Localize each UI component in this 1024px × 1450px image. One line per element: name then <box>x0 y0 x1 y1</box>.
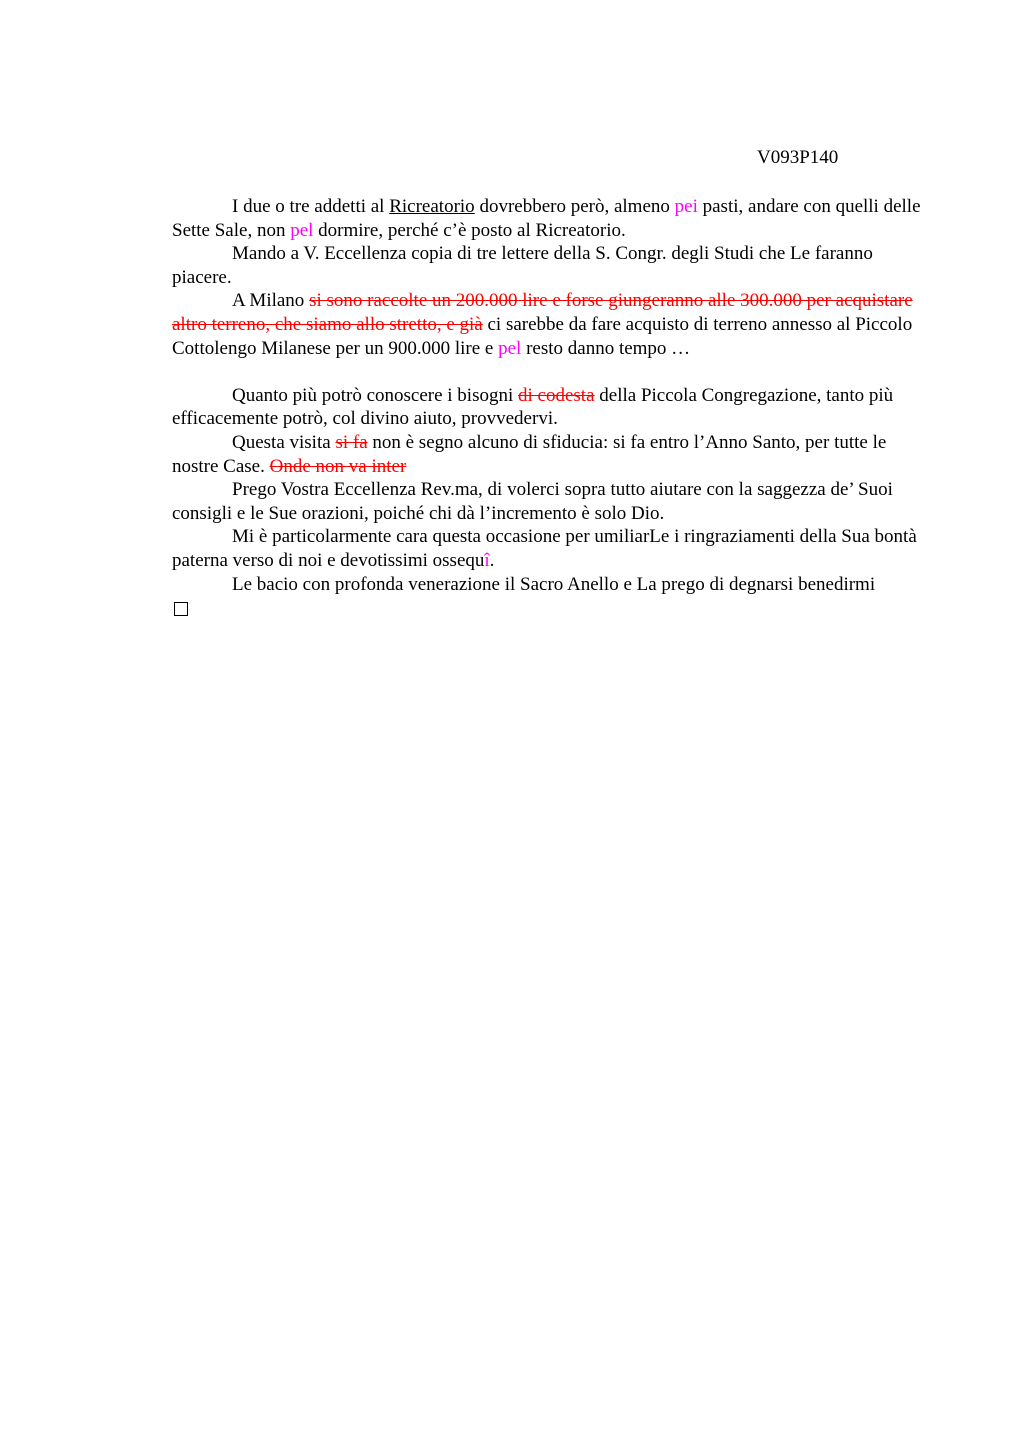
paragraph-4 <box>172 384 932 431</box>
text-run: A Milano <box>232 290 310 312</box>
underlined-word: Ricreatorio <box>389 196 475 217</box>
text-run: dormire, perché c’è posto al Ricreatorio. <box>313 219 626 241</box>
page-id: V093P140 <box>757 147 839 168</box>
text-run: . <box>489 549 495 571</box>
text-run: non è segno alcuno di sfiducia: si fa entro l’Anno Santo, per tutte le nostre Case. <box>172 431 887 477</box>
variant-letter: î <box>484 549 490 571</box>
text-run: Quanto più potrò conoscere i bisogni <box>232 384 519 406</box>
text-run: Questa visita <box>232 431 336 453</box>
deleted-text: si sono raccolte un 200.000 lire e forse giungeranno alle 300.000 per acquistare altro terreno, che siamo allo stretto, e già <box>172 290 913 335</box>
paragraph-6: Prego Vostra Eccellenza Rev.ma, di volerci sopra tutto aiutare con la saggezza de’ Suoi consigli e le Sue orazioni, poiché chi dà l’incremento è solo Dio. <box>172 479 893 524</box>
text-run: resto danno tempo … <box>521 337 691 359</box>
text-run: pasti, andare con quelli delle Sette Sale, non <box>172 196 921 241</box>
paragraph-2: Mando a V. Eccellenza copia di tre lettere della S. Congr. degli Studi che Le faranno piacere. <box>172 243 873 288</box>
text-run: Mi è particolarmente cara questa occasione per umiliarLe i ringraziamenti della Sua bontà paterna verso di noi e devotissimi ossequ <box>172 526 917 571</box>
variant-word: pei <box>674 196 698 217</box>
letter-body <box>172 195 932 616</box>
deleted-text: si fa <box>335 431 368 453</box>
paragraph-5 <box>172 431 932 478</box>
variant-word: pel <box>498 337 522 359</box>
text-run: dovrebbero però, almeno <box>474 196 675 217</box>
paragraph-3 <box>172 289 932 360</box>
deleted-text: Onde non va inter <box>269 455 407 477</box>
deleted-text: di codesta <box>518 384 595 406</box>
text-run: ci sarebbe da fare acquisto di terreno annesso al Piccolo Cottolengo Milanese per un 900.000 lire e <box>172 313 913 359</box>
empty-square-icon <box>174 602 188 616</box>
text-run: I due o tre addetti al <box>232 196 390 217</box>
paragraph-1 <box>172 195 932 242</box>
variant-word: pel <box>290 219 314 241</box>
blank-line <box>172 360 932 384</box>
paragraph-8: Le bacio con profonda venerazione il Sacro Anello e La prego di degnarsi benedirmi <box>232 573 876 595</box>
text-run: della Piccola Congregazione, tanto più efficacemente potrò, col divino aiuto, provvedervi. <box>172 384 894 430</box>
paragraph-7 <box>172 525 932 572</box>
